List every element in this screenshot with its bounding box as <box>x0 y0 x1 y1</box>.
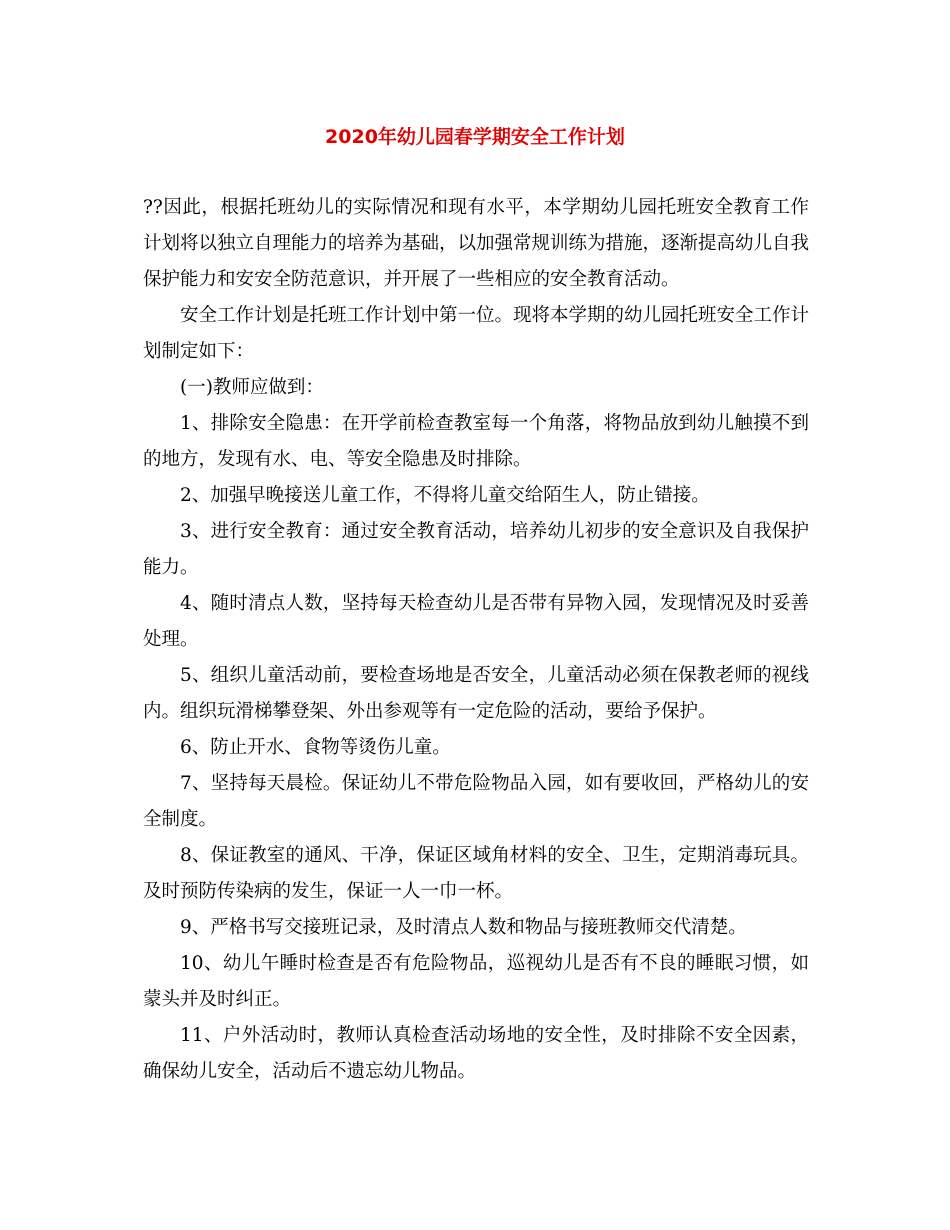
list-item-2: 2、加强早晚接送儿童工作，不得将儿童交给陌生人，防止错接。 <box>180 485 710 506</box>
list-item-8: 8、保证教室的通风、干净，保证区域角材料的安全、卫生，定期消毒玩具。及时预防传染病的发生，保证一人一巾一杯。 <box>143 845 809 902</box>
list-item-3: 3、进行安全教育：通过安全教育活动，培养幼儿初步的安全意识及自我保护能力。 <box>143 521 809 578</box>
section-heading-teachers: (一)教师应做到： <box>180 377 324 398</box>
list-item-1: 1、排除安全隐患：在开学前检查教室每一个角落，将物品放到幼儿触摸不到的地方，发现有水、电、等安全隐患及时排除。 <box>143 413 809 470</box>
document-title: 2020年幼儿园春学期安全工作计划 <box>325 126 625 148</box>
list-item-10: 10、幼儿午睡时检查是否有危险物品，巡视幼儿是否有不良的睡眠习惯，如蒙头并及时纠正。 <box>143 953 809 1010</box>
paragraph-plan-statement: 安全工作计划是托班工作计划中第一位。现将本学期的幼儿园托班安全工作计划制定如下： <box>143 305 810 362</box>
list-item-11: 11、户外活动时，教师认真检查活动场地的安全性，及时排除不安全因素，确保幼儿安全，活动后不遗忘幼儿物品。 <box>143 1025 809 1082</box>
list-item-6: 6、防止开水、食物等烫伤儿童。 <box>180 737 451 758</box>
paragraph-intro: ??因此，根据托班幼儿的实际情况和现有水平，本学期幼儿园托班安全教育工作计划将以独立自理能力的培养为基础，以加强常规训练为措施，逐渐提高幼儿自我保护能力和安安全防范意识，并开展了一些相应的安全教育活动。 <box>143 197 810 290</box>
list-item-9: 9、严格书写交接班记录，及时清点人数和物品与接班教师交代清楚。 <box>180 917 747 938</box>
list-item-4: 4、随时清点人数，坚持每天检查幼儿是否带有异物入园，发现情况及时妥善处理。 <box>143 593 809 650</box>
document-body <box>143 190 809 1090</box>
list-item-7: 7、坚持每天晨检。保证幼儿不带危险物品入园，如有要收回，严格幼儿的安全制度。 <box>143 773 809 830</box>
list-item-5: 5、组织儿童活动前，要检查场地是否安全，儿童活动必须在保教老师的视线内。组织玩滑梯攀登架、外出参观等有一定危险的活动，要给予保护。 <box>143 665 809 722</box>
